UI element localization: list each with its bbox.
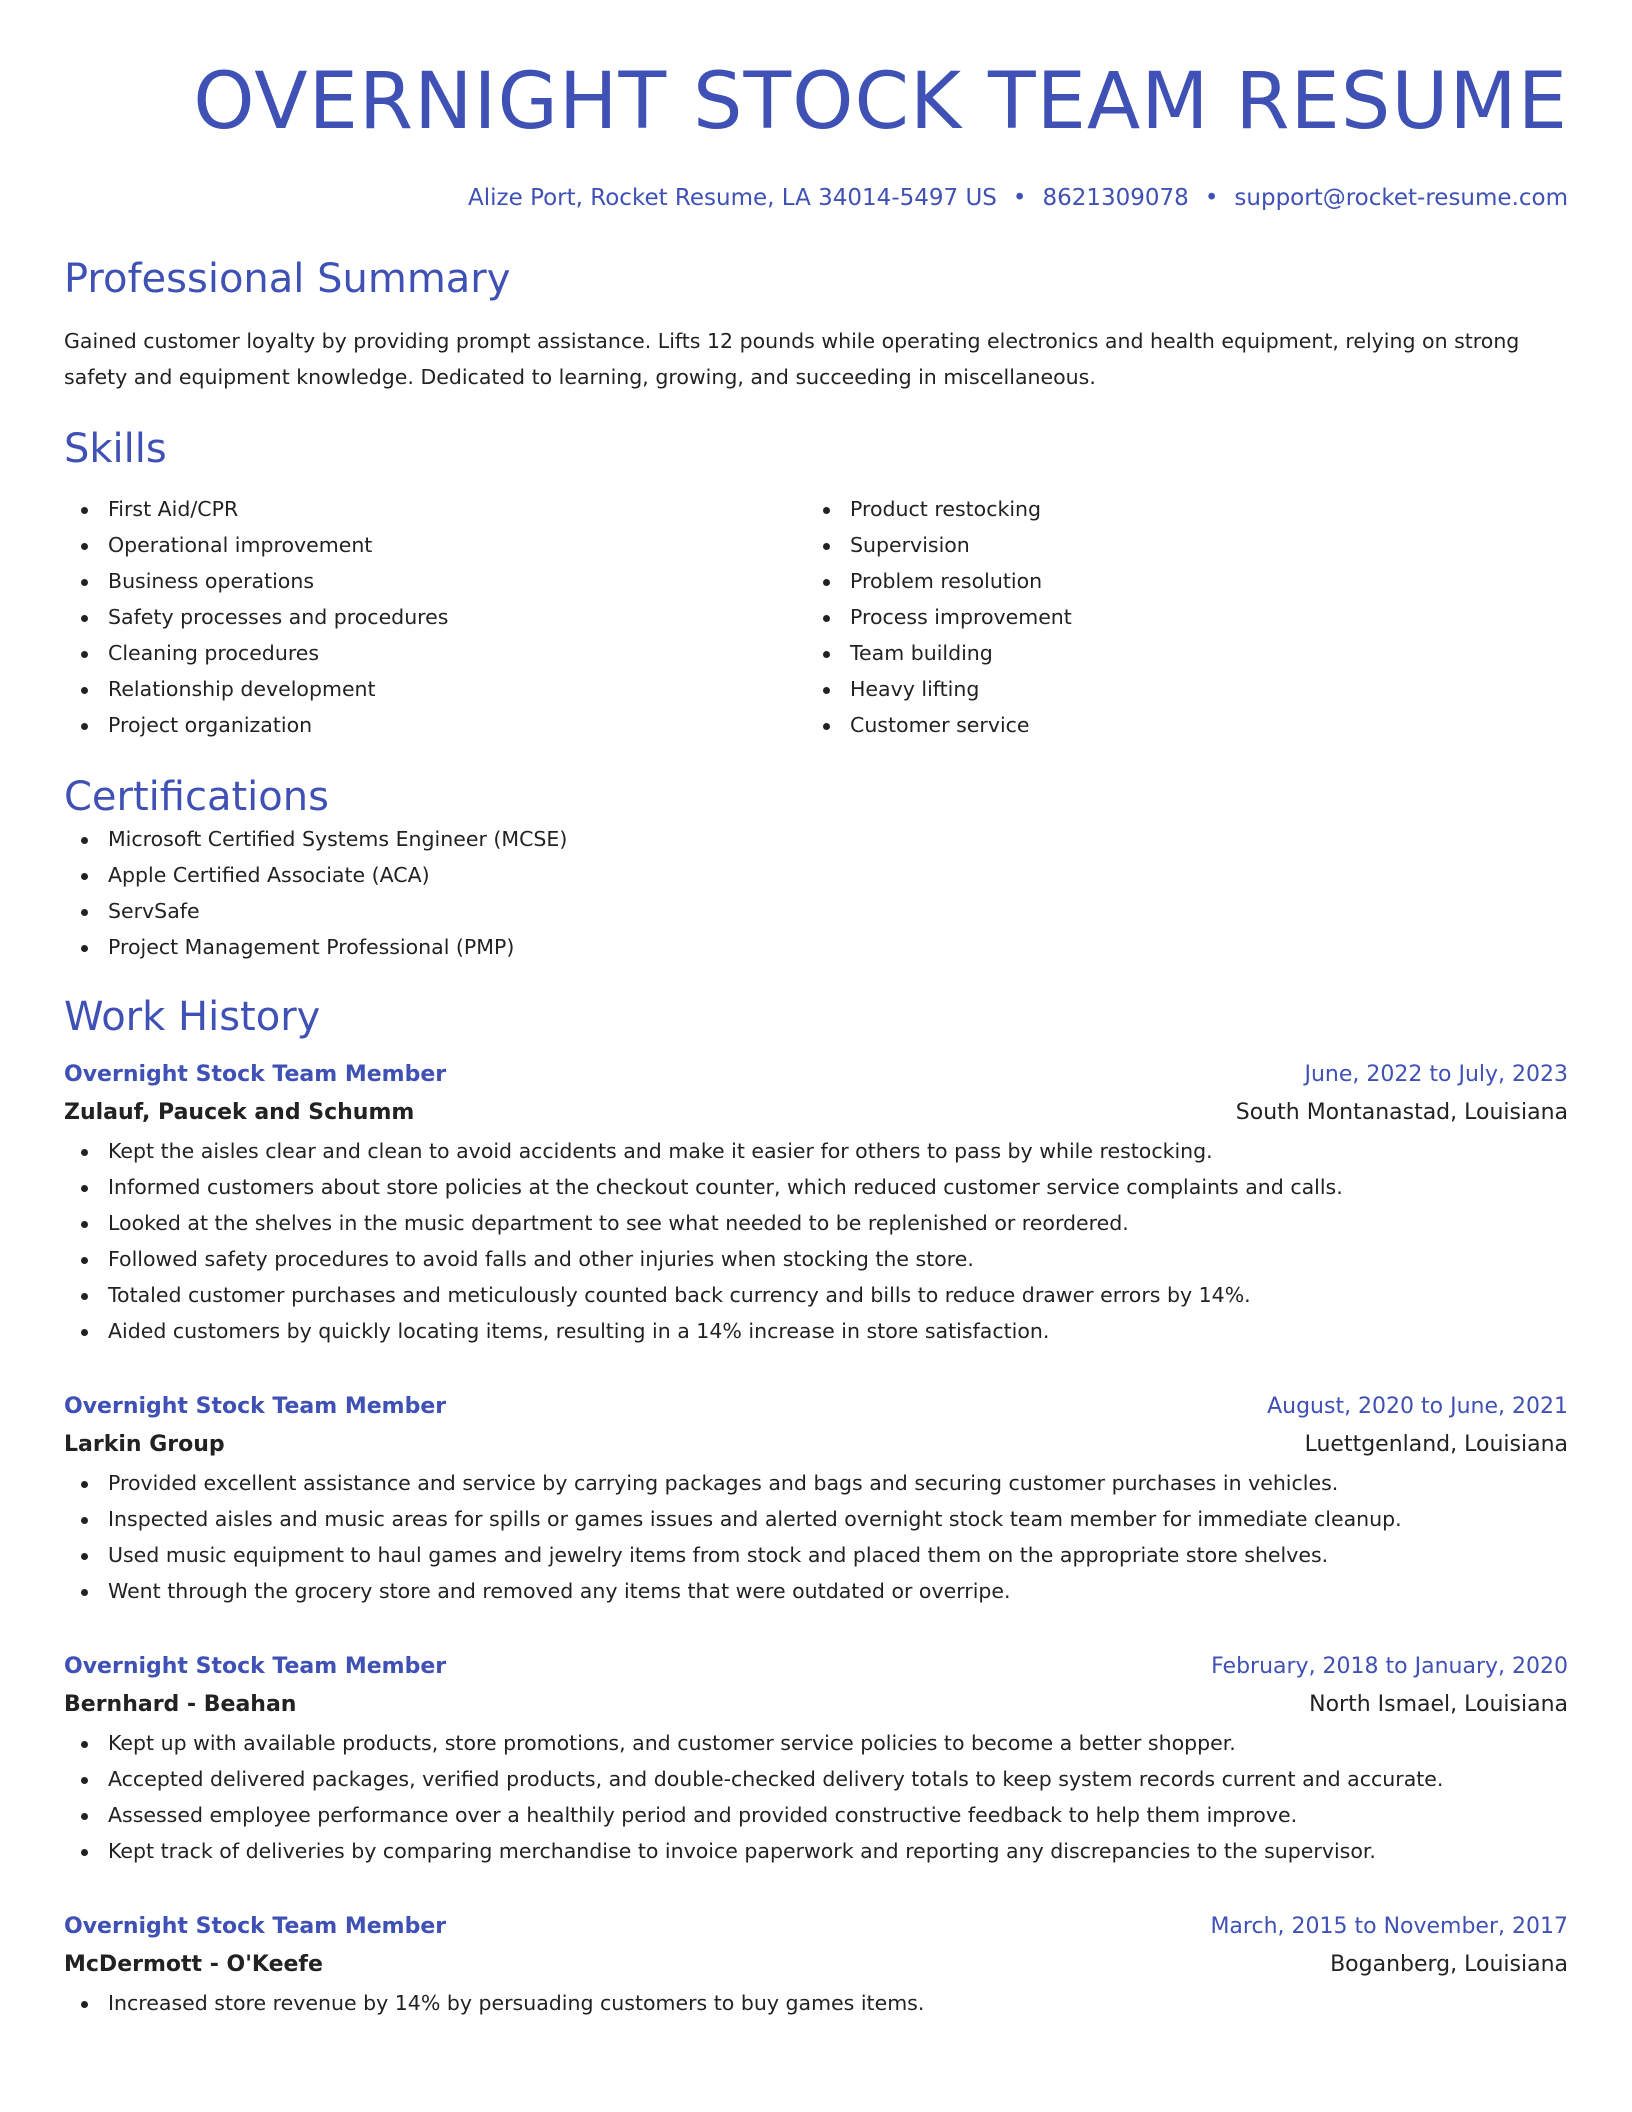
job-company-row [64, 1425, 1568, 1465]
job-entry [64, 1389, 1568, 1609]
skills-column-right [806, 491, 1548, 743]
job-bullet: Aided customers by quickly locating items, resulting in a 14% increase in store satisfaction. [64, 1313, 1568, 1349]
skill-item: First Aid/CPR [64, 491, 806, 527]
job-entry [64, 1649, 1568, 1869]
job-bullet: Increased store revenue by 14% by persuading customers to buy games items. [64, 1985, 1568, 2021]
job-bullet: Inspected aisles and music areas for spills or games issues and alerted overnight stock team member for immediate cleanup. [64, 1501, 1568, 1537]
skill-item: Supervision [806, 527, 1548, 563]
resume-page [64, 0, 1568, 2021]
work-history-heading: Work History [64, 994, 321, 1040]
skill-item: Operational improvement [64, 527, 806, 563]
job-bullet: Kept the aisles clear and clean to avoid accidents and make it easier for others to pass by while restocking. [64, 1133, 1568, 1169]
job-location: South Montanastad, Louisiana [1235, 1100, 1568, 1125]
job-company: Zulauf, Paucek and Schumm [64, 1100, 415, 1125]
skill-item: Business operations [64, 563, 806, 599]
resume-header [64, 0, 1568, 213]
job-bullet: Kept track of deliveries by comparing merchandise to invoice paperwork and reporting any discrepancies to the supervisor. [64, 1833, 1568, 1869]
skill-item: Customer service [806, 707, 1548, 743]
job-bullet: Provided excellent assistance and service by carrying packages and bags and securing customer purchases in vehicles. [64, 1465, 1568, 1501]
job-dates: August, 2020 to June, 2021 [1267, 1394, 1568, 1419]
job-location: Luettgenland, Louisiana [1304, 1432, 1568, 1457]
contact-line [64, 183, 1568, 213]
job-dates: June, 2022 to July, 2023 [1304, 1062, 1568, 1087]
skill-item: Cleaning procedures [64, 635, 806, 671]
job-title: Overnight Stock Team Member [64, 1394, 447, 1419]
certification-item: Microsoft Certified Systems Engineer (MCSE) [64, 821, 1568, 857]
job-title: Overnight Stock Team Member [64, 1062, 447, 1087]
certification-item: Project Management Professional (PMP) [64, 929, 1568, 965]
job-title-row [64, 1909, 1568, 1945]
skills-list-right [806, 491, 1548, 743]
skill-item: Heavy lifting [806, 671, 1548, 707]
job-company-row [64, 1945, 1568, 1985]
contact-separator: • [1204, 185, 1219, 211]
skills-list-left [64, 491, 806, 743]
job-bullet: Totaled customer purchases and meticulously counted back currency and bills to reduce drawer errors by 14%. [64, 1277, 1568, 1313]
skill-item: Product restocking [806, 491, 1548, 527]
contact-email[interactable]: support@rocket-resume.com [1234, 185, 1568, 211]
certifications-heading: Certifications [64, 774, 329, 820]
skills-heading: Skills [64, 426, 167, 472]
contact-separator: • [1012, 185, 1027, 211]
job-location: North Ismael, Louisiana [1309, 1692, 1568, 1717]
skill-item: Relationship development [64, 671, 806, 707]
certifications-list [64, 821, 1568, 965]
job-bullet: Accepted delivered packages, verified products, and double-checked delivery totals to keep system records current and accurate. [64, 1761, 1568, 1797]
job-company: McDermott - O'Keefe [64, 1952, 323, 1977]
summary-text: Gained customer loyalty by providing prompt assistance. Lifts 12 pounds while operating electronics and health equipment, relying on strong safety and equipment knowledge. Dedicated to learning, growing, and succeeding in miscellaneous. [64, 329, 1520, 389]
certification-item: ServSafe [64, 893, 1568, 929]
skill-item: Project organization [64, 707, 806, 743]
job-location: Boganberg, Louisiana [1330, 1952, 1568, 1977]
job-title: Overnight Stock Team Member [64, 1654, 447, 1679]
job-bullet: Looked at the shelves in the music department to see what needed to be replenished or reordered. [64, 1205, 1568, 1241]
job-bullet: Kept up with available products, store promotions, and customer service policies to become a better shopper. [64, 1725, 1568, 1761]
certification-item: Apple Certified Associate (ACA) [64, 857, 1568, 893]
job-bullet-list [64, 1465, 1568, 1609]
job-company-row [64, 1685, 1568, 1725]
job-company-row [64, 1093, 1568, 1133]
skill-item: Safety processes and procedures [64, 599, 806, 635]
job-title-row [64, 1389, 1568, 1425]
job-entry [64, 1057, 1568, 1349]
job-dates: March, 2015 to November, 2017 [1210, 1914, 1568, 1939]
skills-columns [64, 491, 1568, 743]
job-bullet-list [64, 1725, 1568, 1869]
job-bullet: Informed customers about store policies at the checkout counter, which reduced customer service complaints and calls. [64, 1169, 1568, 1205]
job-title: Overnight Stock Team Member [64, 1914, 447, 1939]
job-company: Larkin Group [64, 1432, 225, 1457]
job-title-row [64, 1057, 1568, 1093]
job-bullet: Assessed employee performance over a healthily period and provided constructive feedback to help them improve. [64, 1797, 1568, 1833]
skill-item: Problem resolution [806, 563, 1548, 599]
job-company: Bernhard - Beahan [64, 1692, 297, 1717]
skill-item: Team building [806, 635, 1548, 671]
job-bullet: Used music equipment to haul games and jewelry items from stock and placed them on the appropriate store shelves. [64, 1537, 1568, 1573]
contact-phone: 8621309078 [1042, 185, 1189, 211]
resume-title: OVERNIGHT STOCK TEAM RESUME [193, 57, 1568, 147]
job-title-row [64, 1649, 1568, 1685]
job-bullet: Followed safety procedures to avoid falls and other injuries when stocking the store. [64, 1241, 1568, 1277]
job-bullet-list [64, 1133, 1568, 1349]
job-entry [64, 1909, 1568, 2021]
summary-heading: Professional Summary [64, 256, 511, 302]
job-bullet-list [64, 1985, 1568, 2021]
job-dates: February, 2018 to January, 2020 [1211, 1654, 1568, 1679]
job-bullet: Went through the grocery store and removed any items that were outdated or overripe. [64, 1573, 1568, 1609]
skills-column-left [64, 491, 806, 743]
contact-address: Alize Port, Rocket Resume, LA 34014-5497 US [468, 185, 997, 211]
work-history-list [64, 1057, 1568, 2021]
skill-item: Process improvement [806, 599, 1548, 635]
